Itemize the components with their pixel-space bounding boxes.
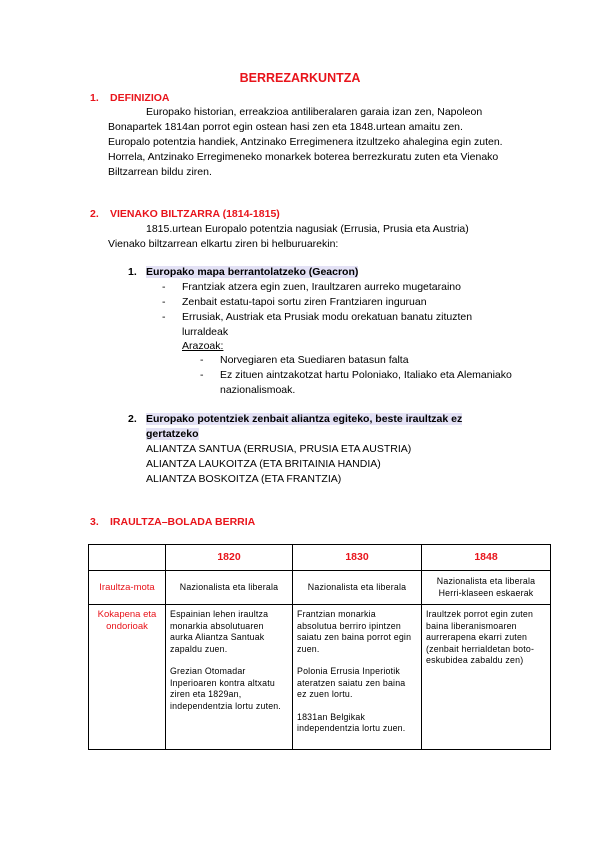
- definition-paragraph: [108, 105, 528, 180]
- table-cell: Nazionalista eta liberala: [166, 571, 293, 605]
- table-header-cell: [89, 545, 166, 571]
- subsection-heading-mapa: [128, 265, 488, 280]
- table-cell: Iraultzek porrot egin zuten baina liberanismoaren aurrerapena ekarri zuten (zenbait herrialdetan boto-eskubidea zabaldu zen): [422, 605, 551, 750]
- revolutions-table: [88, 544, 551, 750]
- problems-list: [200, 353, 530, 398]
- map-goals-list: [162, 280, 502, 340]
- section-number: 2.: [90, 208, 99, 220]
- alliance-item: ALIANTZA BOSKOITZA (ETA FRANTZIA): [146, 473, 342, 485]
- paragraph-line: Horrela, Antzinako Erregimeneko monarkek boterea berrezkuratu zuten eta Vienako: [108, 151, 499, 163]
- section-number: 1.: [90, 92, 99, 104]
- subsection-heading-aliantzak: [128, 412, 508, 442]
- paragraph-line: Europako historian, erreakzioa antiliberalaren garaia izan zen, Napoleon: [146, 106, 483, 118]
- subsection-title-line: gertatzeko: [146, 428, 199, 440]
- table-header-cell: 1830: [293, 545, 422, 571]
- table-row: [89, 571, 551, 605]
- table-cell: Nazionalista eta liberala Herri-klaseen eskaerak: [422, 571, 551, 605]
- table-cell: Nazionalista eta liberala: [293, 571, 422, 605]
- table-cell: Frantzian monarkia absolutua berriro ipintzen saiatu zen baina porrot egin zuen. Polonia Errusia Inperiotik ateratzen saiatu zen baina ez zuen lortu. 1831an Belgikak independentzia lortu zuen.: [293, 605, 422, 750]
- section-heading-definizioa: [90, 91, 170, 106]
- subsection-title: Europako mapa berrantolatzeko (Geacron): [146, 266, 359, 278]
- list-item: - Ez zituen aintzakotzat hartu Poloniako, Italiako eta Alemaniako nazionalismoak.: [200, 369, 512, 396]
- section-title: IRAULTZA–BOLADA BERRIA: [110, 516, 256, 528]
- paragraph-line: Vienako biltzarrean elkartu ziren bi helburuarekin:: [108, 238, 339, 250]
- section-heading-iraultza-bolada: [90, 515, 255, 530]
- section-heading-vienako-biltzarra: [90, 207, 280, 222]
- table-header-row: [89, 545, 551, 571]
- alliance-item: ALIANTZA SANTUA (ERRUSIA, PRUSIA ETA AUSTRIA): [146, 443, 412, 455]
- alliances-list: [146, 442, 411, 487]
- list-item: - Zenbait estatu-tapoi sortu ziren Frantziaren inguruan: [162, 296, 427, 308]
- paragraph-line: Europalo potentzia handiek, Antzinako Erregimenera itzultzeko ahalegina egin zuten.: [108, 136, 503, 148]
- paragraph-line: Biltzarrean bildu ziren.: [108, 166, 212, 178]
- list-item: - Norvegiaren eta Suediaren batasun falta: [200, 354, 409, 366]
- table-row: [89, 605, 551, 750]
- list-item: - Errusiak, Austriak eta Prusiak modu orekatuan banatu zituzten lurraldeak: [162, 311, 473, 338]
- row-label: Iraultza-mota: [89, 571, 166, 605]
- row-label: Kokapena eta ondorioak: [89, 605, 166, 750]
- table-cell: Espainian lehen iraultza monarkia absolutuaren aurka Aliantza Santuak zapaldu zuen. Grezian Otomadar Inperioaren kontra altxatu ziren eta 1829an, independentzia lortu zuten.: [166, 605, 293, 750]
- subsection-number: 2.: [128, 413, 137, 425]
- subsection-title-line: Europako potentziek zenbait aliantza egiteko, beste iraultzak ez: [146, 413, 463, 425]
- alliance-item: ALIANTZA LAUKOITZA (ETA BRITAINIA HANDIA): [146, 458, 381, 470]
- section-number: 3.: [90, 516, 99, 528]
- paragraph-line: 1815.urtean Europalo potentzia nagusiak (Errusia, Prusia eta Austria): [146, 223, 469, 235]
- section-title: VIENAKO BILTZARRA (1814-1815): [110, 208, 280, 220]
- congress-paragraph: [108, 222, 528, 252]
- table-header-cell: 1820: [166, 545, 293, 571]
- paragraph-line: Bonapartek 1814an porrot egin ostean hasi zen eta 1848.urtean amaitu zen.: [108, 121, 463, 133]
- table-header-cell: 1848: [422, 545, 551, 571]
- section-title: DEFINIZIOA: [110, 92, 170, 104]
- subsection-number: 1.: [128, 266, 137, 278]
- document-title: BERREZARKUNTZA: [239, 71, 361, 85]
- list-item: - Frantziak atzera egin zuen, Iraultzaren aurreko mugetaraino: [162, 281, 461, 293]
- problems-label: Arazoak:: [182, 340, 224, 352]
